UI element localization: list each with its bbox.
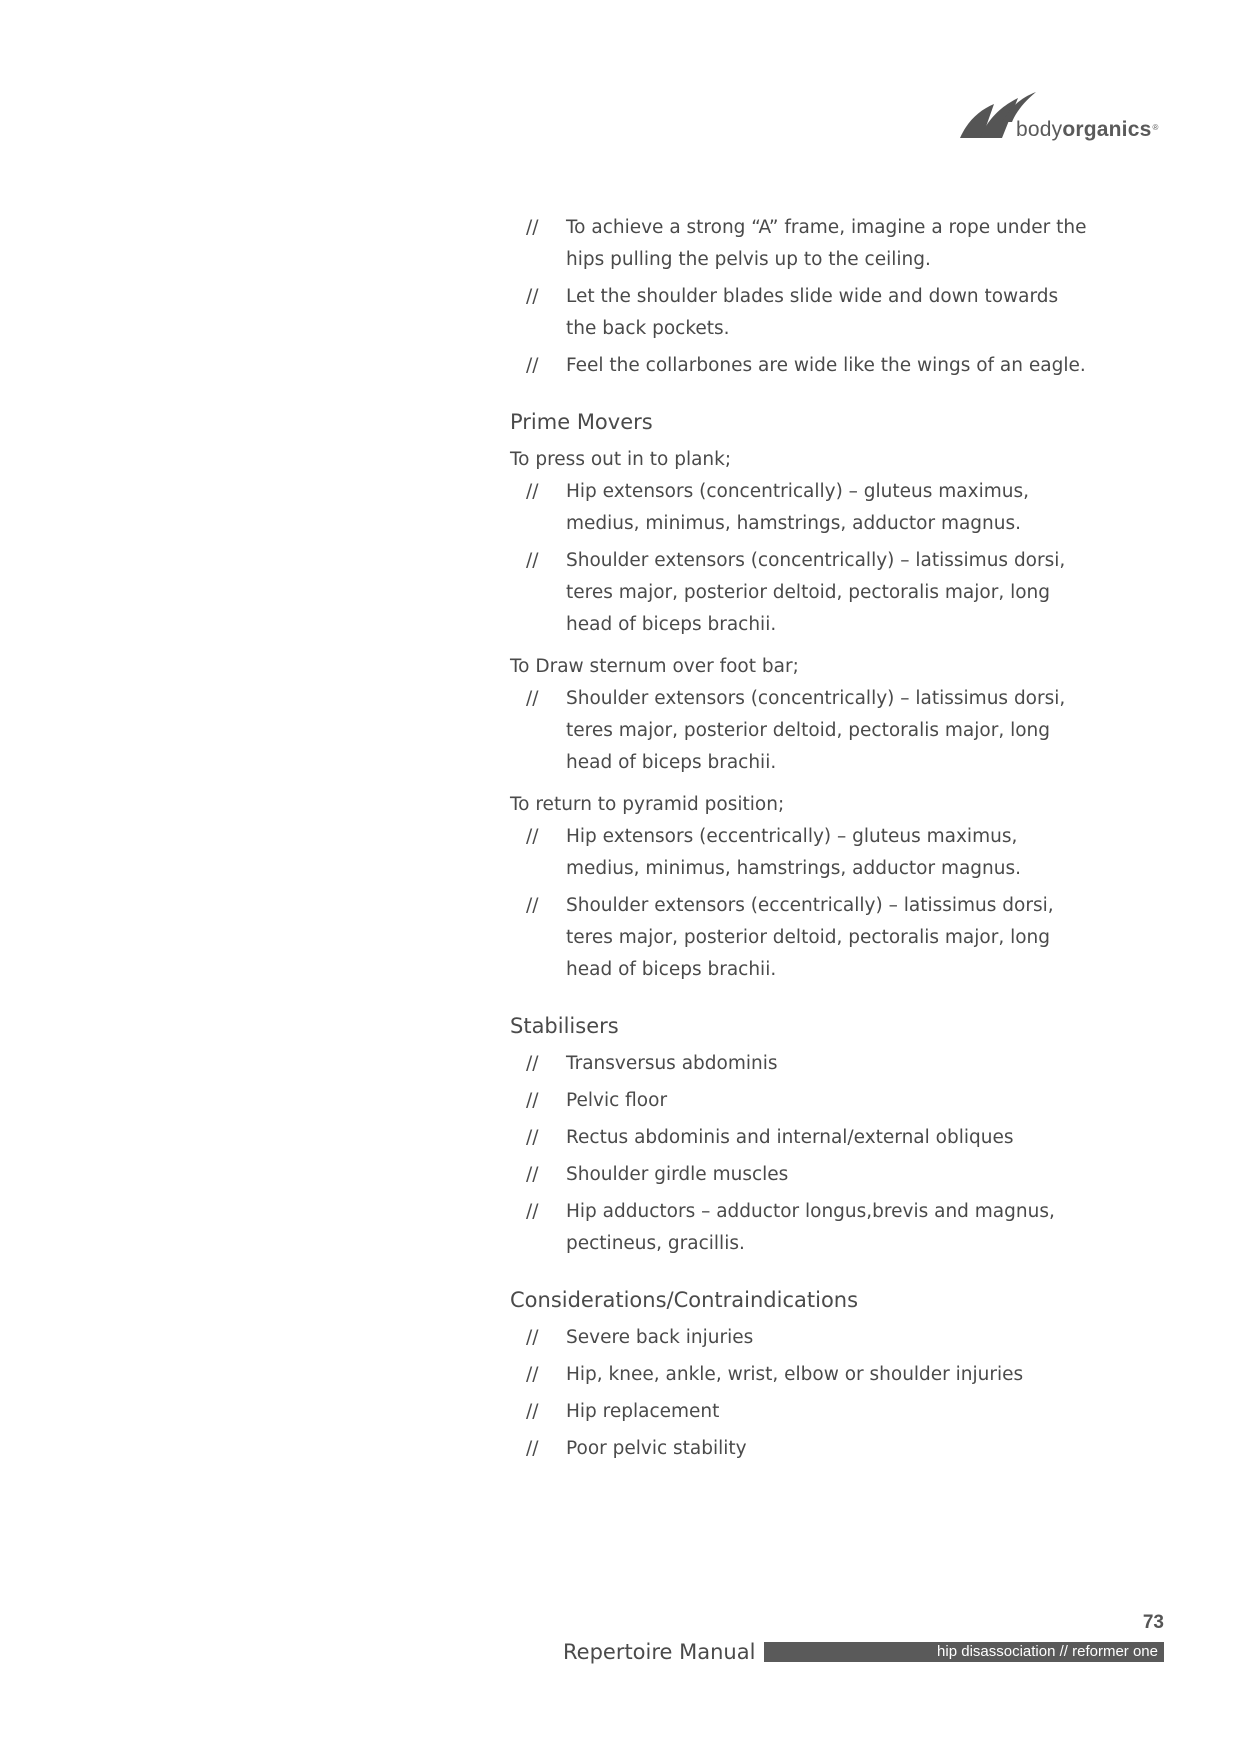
list-item xyxy=(526,1122,1090,1154)
bullet-marker: // xyxy=(526,826,539,847)
subsection-label: To return to pyramid position; xyxy=(510,794,785,815)
page-number: 73 xyxy=(1142,1612,1164,1633)
bullet-marker: // xyxy=(526,1327,539,1348)
registered-mark: ® xyxy=(1152,123,1159,132)
bullet-marker: // xyxy=(526,1201,539,1222)
footer-section-bar xyxy=(764,1642,1164,1662)
list-item xyxy=(526,1322,1090,1354)
list-item xyxy=(526,1048,1090,1080)
list-item-text: Poor pelvic stability xyxy=(566,1438,747,1459)
list-item-text: Shoulder extensors (concentrically) – latissimus dorsi, teres major, posterior deltoid, pectoralis major, long head of biceps brachii. xyxy=(566,550,1066,635)
bullet-marker: // xyxy=(526,1053,539,1074)
section-heading-stabilisers: Stabilisers xyxy=(510,1014,619,1038)
bullet-marker: // xyxy=(526,355,539,376)
list-item-text: Rectus abdominis and internal/external obliques xyxy=(566,1127,1014,1148)
subsection-label: To Draw sternum over foot bar; xyxy=(510,656,799,677)
bullet-marker: // xyxy=(526,1364,539,1385)
list-item-text: Hip replacement xyxy=(566,1401,720,1422)
list-item xyxy=(526,1196,1090,1260)
list-item xyxy=(526,281,1090,345)
bullet-marker: // xyxy=(526,1438,539,1459)
list-item xyxy=(526,350,1090,382)
bullet-marker: // xyxy=(526,286,539,307)
main-content xyxy=(510,212,1090,1470)
bullet-marker: // xyxy=(526,1090,539,1111)
brand-name-light: body xyxy=(1016,118,1063,141)
bullet-marker: // xyxy=(526,481,539,502)
bullet-marker: // xyxy=(526,1164,539,1185)
section-heading-prime-movers: Prime Movers xyxy=(510,410,653,434)
list-item xyxy=(526,1159,1090,1191)
list-item-text: Hip adductors – adductor longus,brevis and magnus, pectineus, gracillis. xyxy=(566,1201,1055,1254)
section-heading-considerations: Considerations/Contraindications xyxy=(510,1288,859,1312)
brand-name-bold: organics xyxy=(1062,118,1152,141)
list-item xyxy=(526,683,1090,779)
list-item xyxy=(526,890,1090,986)
footer-section-label: hip disassociation // reformer one xyxy=(937,1643,1158,1660)
bullet-marker: // xyxy=(526,688,539,709)
list-item-text: To achieve a strong “A” frame, imagine a rope under the hips pulling the pelvis up to the ceiling. xyxy=(566,217,1087,270)
list-item-text: Hip extensors (eccentrically) – gluteus maximus, medius, minimus, hamstrings, adductor magnus. xyxy=(566,826,1022,879)
subsection-label: To press out in to plank; xyxy=(510,449,732,470)
manual-title: Repertoire Manual xyxy=(563,1640,756,1664)
list-item xyxy=(526,545,1090,641)
list-item-text: Pelvic floor xyxy=(566,1090,668,1111)
list-item-text: Hip extensors (concentrically) – gluteus maximus, medius, minimus, hamstrings, adductor magnus. xyxy=(566,481,1029,534)
list-item-text: Hip, knee, ankle, wrist, elbow or shoulder injuries xyxy=(566,1364,1024,1385)
list-item xyxy=(526,476,1090,540)
list-item xyxy=(526,212,1090,276)
list-item-text: Shoulder girdle muscles xyxy=(566,1164,789,1185)
intro-list xyxy=(510,212,1090,382)
list-item-text: Transversus abdominis xyxy=(566,1053,778,1074)
list-item xyxy=(526,1396,1090,1428)
list-item-text: Shoulder extensors (concentrically) – latissimus dorsi, teres major, posterior deltoid, pectoralis major, long head of biceps brachii. xyxy=(566,688,1066,773)
list-item-text: Let the shoulder blades slide wide and down towards the back pockets. xyxy=(566,286,1059,339)
bullet-marker: // xyxy=(526,1127,539,1148)
list-item xyxy=(526,1433,1090,1465)
list-item-text: Feel the collarbones are wide like the wings of an eagle. xyxy=(566,355,1086,376)
list-item xyxy=(526,1359,1090,1391)
list-item-text: Shoulder extensors (eccentrically) – latissimus dorsi, teres major, posterior deltoid, pectoralis major, long head of biceps brachii. xyxy=(566,895,1054,980)
bullet-marker: // xyxy=(526,895,539,916)
bullet-marker: // xyxy=(526,550,539,571)
brand-wordmark xyxy=(1016,118,1159,142)
brand-logo xyxy=(958,90,1168,142)
bullet-marker: // xyxy=(526,217,539,238)
bullet-marker: // xyxy=(526,1401,539,1422)
list-item xyxy=(526,1085,1090,1117)
list-item xyxy=(526,821,1090,885)
list-item-text: Severe back injuries xyxy=(566,1327,754,1348)
